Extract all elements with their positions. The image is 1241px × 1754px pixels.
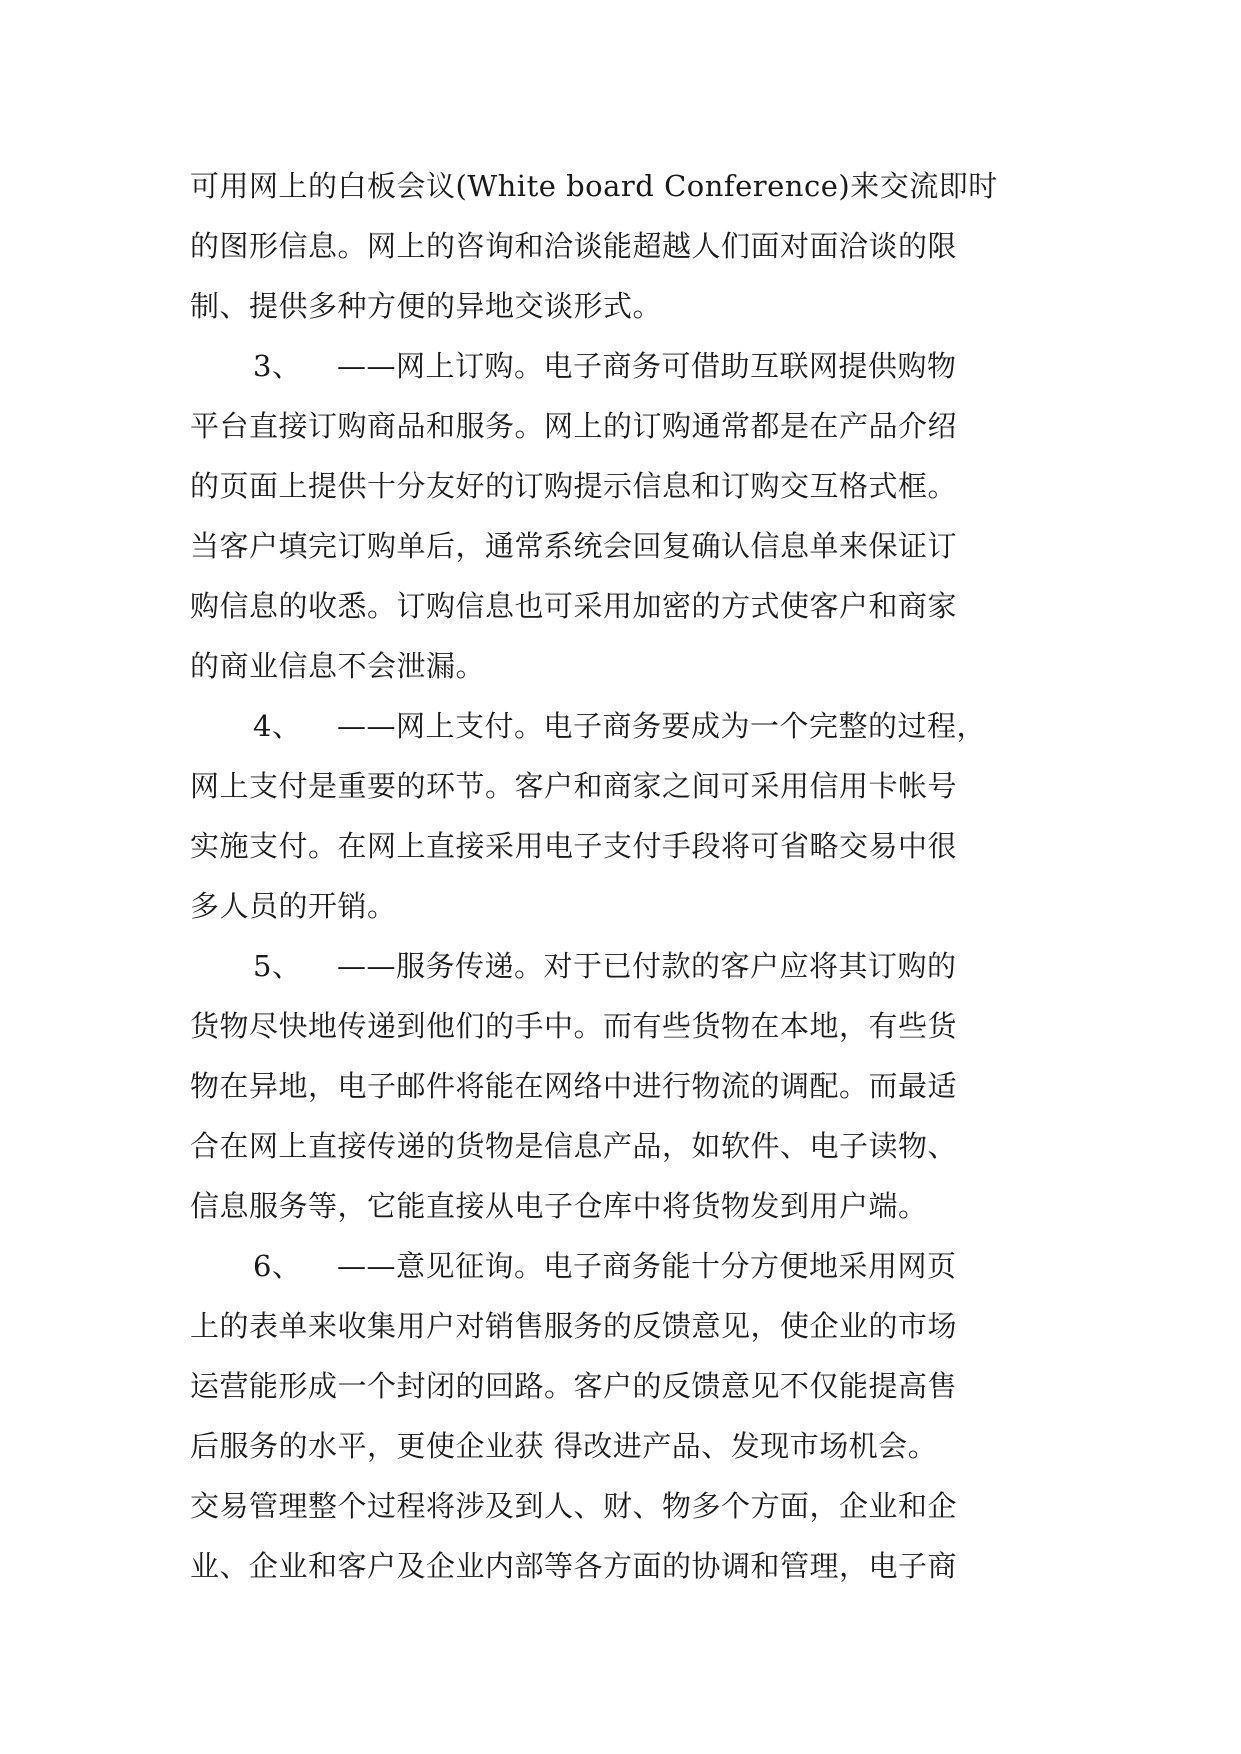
text-line: 购信息的收悉。订购信息也可采用加密的方式使客户和商家 — [190, 589, 958, 623]
text-line: 当客户填完订购单后，通常系统会回复确认信息单来保证订 — [190, 529, 958, 563]
item-number: 4、 — [253, 709, 302, 743]
list-item-4-first-line — [190, 696, 1070, 756]
text-line: 网上支付是重要的环节。客户和商家之间可采用信用卡帐号 — [190, 769, 958, 803]
text-line: 的图形信息。网上的咨询和洽谈能超越人们面对面洽谈的限 — [190, 229, 958, 263]
text-line: 合在网上直接传递的货物是信息产品，如软件、电子读物、 — [190, 1129, 958, 1163]
text-line: 的商业信息不会泄漏。 — [190, 649, 486, 683]
item-text: ——意见征询。电子商务能十分方便地采用网页 — [337, 1249, 957, 1283]
text-line: 制、提供多种方便的异地交谈形式。 — [190, 289, 663, 323]
item-text: ——网上订购。电子商务可借助互联网提供购物 — [337, 349, 957, 383]
list-item-5-first-line — [190, 936, 1070, 996]
text-line: 信息服务等，它能直接从电子仓库中将货物发到用户端。 — [190, 1189, 928, 1223]
text-line: 上的表单来收集用户对销售服务的反馈意见，使企业的市场 — [190, 1309, 958, 1343]
body-text — [190, 156, 1070, 1596]
text-line: 可用网上的白板会议(White board Conference)来交流即时 — [190, 169, 998, 203]
text-line: 平台直接订购商品和服务。网上的订购通常都是在产品介绍 — [190, 409, 958, 443]
text-line: 货物尽快地传递到他们的手中。而有些货物在本地，有些货 — [190, 1009, 958, 1043]
text-line: 物在异地，电子邮件将能在网络中进行物流的调配。而最适 — [190, 1069, 958, 1103]
text-line: 多人员的开销。 — [190, 889, 397, 923]
item-number: 3、 — [253, 349, 302, 383]
item-number: 6、 — [253, 1249, 302, 1283]
list-item-3-first-line — [190, 336, 1070, 396]
text-line: 运营能形成一个封闭的回路。客户的反馈意见不仅能提高售 — [190, 1369, 958, 1403]
item-text: ——网上支付。电子商务要成为一个完整的过程， — [337, 709, 987, 743]
text-line: 的页面上提供十分友好的订购提示信息和订购交互格式框。 — [190, 469, 958, 503]
list-item-6-first-line — [190, 1236, 1070, 1296]
text-line: 后服务的水平，更使企业获 得改进产品、发现市场机会。 — [190, 1429, 938, 1463]
item-text: ——服务传递。对于已付款的客户应将其订购的 — [337, 949, 957, 983]
text-line: 业、企业和客户及企业内部等各方面的协调和管理，电子商 — [190, 1549, 958, 1583]
text-line: 交易管理整个过程将涉及到人、财、物多个方面，企业和企 — [190, 1489, 958, 1523]
item-number: 5、 — [253, 949, 302, 983]
text-line: 实施支付。在网上直接采用电子支付手段将可省略交易中很 — [190, 829, 958, 863]
